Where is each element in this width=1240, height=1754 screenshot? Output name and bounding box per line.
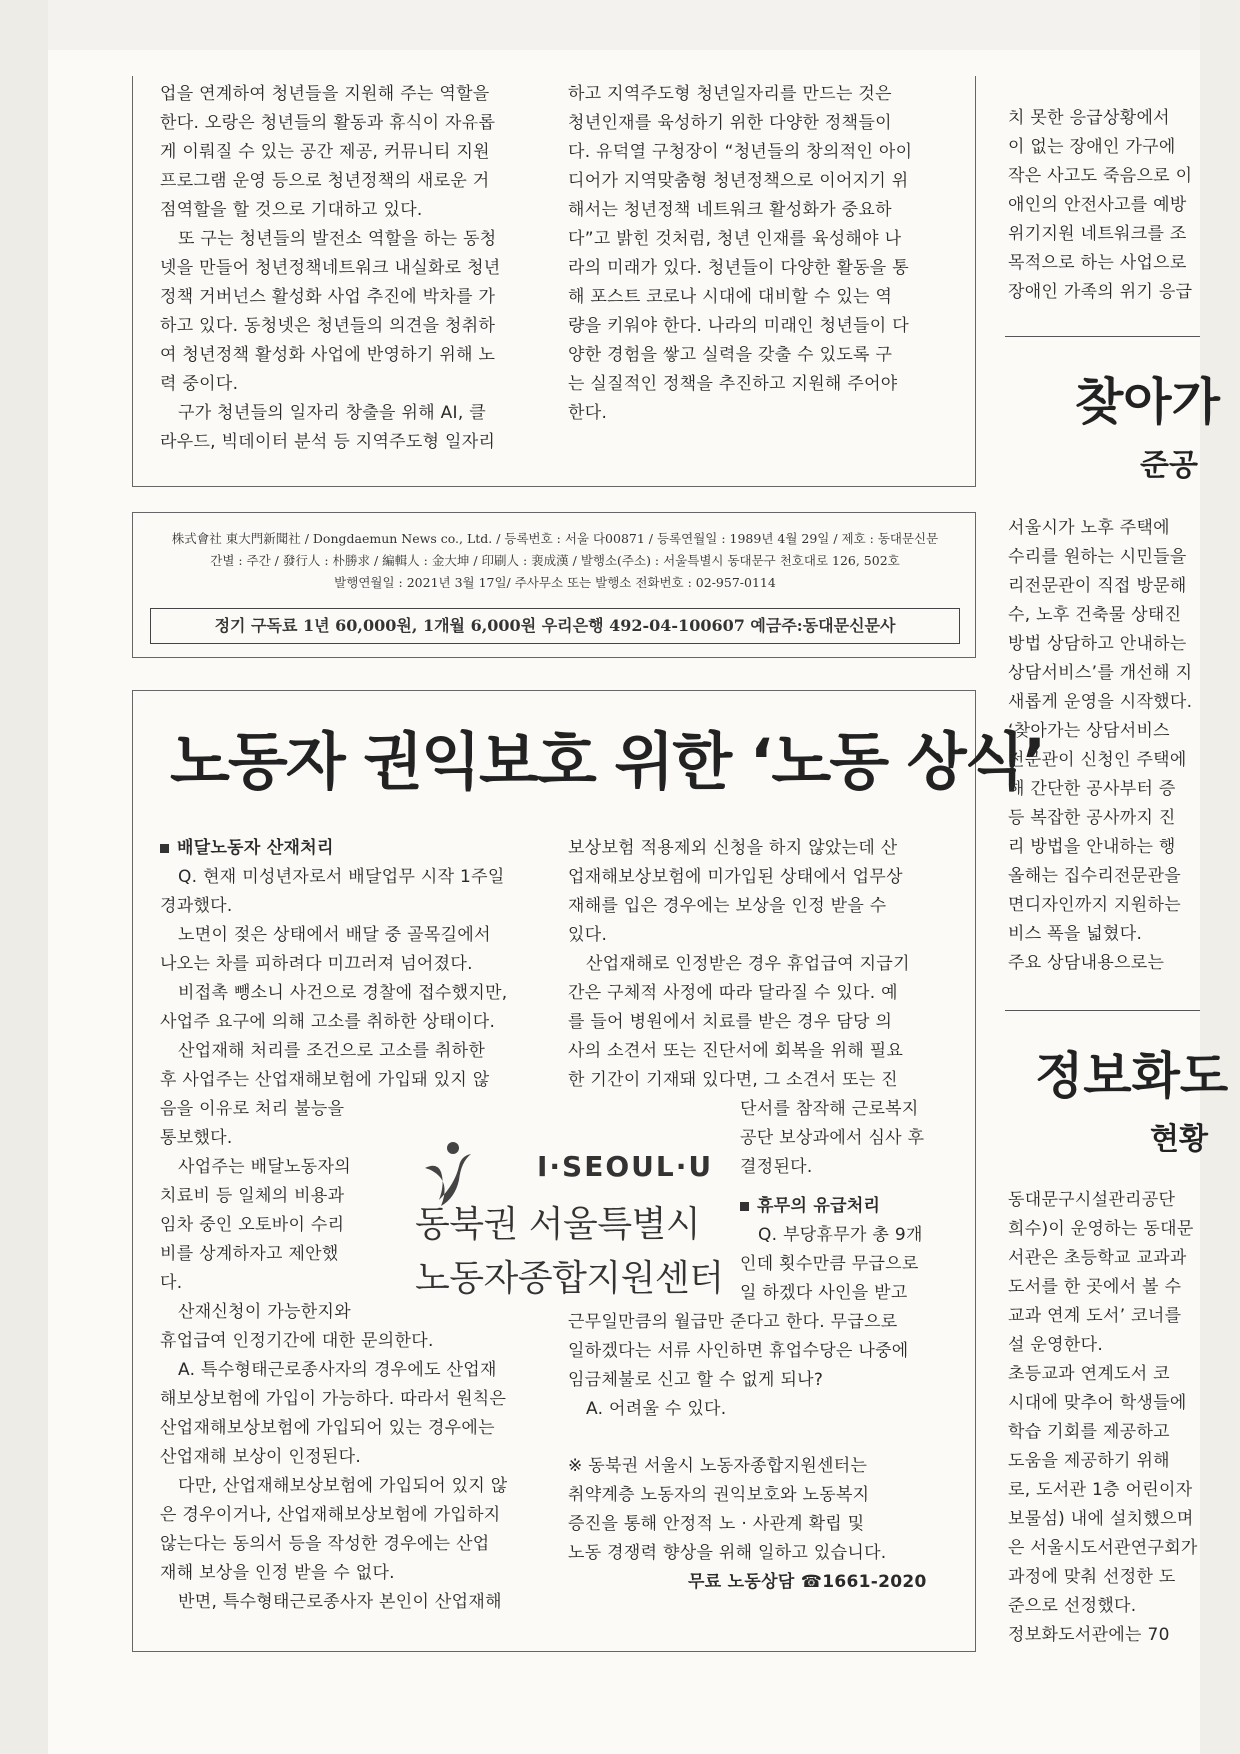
- text-line: ‘찾아가는 상담서비스: [1008, 721, 1170, 741]
- text-line: 력 중이다.: [160, 374, 239, 394]
- text-line: 해 간단한 공사부터 증: [1008, 779, 1176, 799]
- text-line: 산업재해 처리를 조건으로 고소를 취하한: [178, 1041, 486, 1061]
- right-subhead-1: 준공: [1140, 448, 1198, 483]
- text-line: 학습 기회를 제공하고: [1008, 1422, 1170, 1442]
- subscription-bar: 정기 구독료 1년 60,000원, 1개월 6,000원 우리은행 492-04-100607 예금주:동대문신문사: [150, 608, 960, 644]
- text-line: 일 하겠다 사인을 받고: [740, 1283, 908, 1303]
- right-headline-1: 찾아가: [1075, 373, 1220, 431]
- text-line: 임차 중인 오토바이 수리: [160, 1215, 345, 1235]
- text-line: 보물섬) 내에 설치했으며: [1008, 1509, 1194, 1529]
- text-line: 한 기간이 기재돼 있다면, 그 소견서 또는 진: [568, 1070, 898, 1090]
- text-line: 과정에 맞춰 선정한 도: [1008, 1567, 1176, 1587]
- text-line: 산업재해 보상이 인정된다.: [160, 1447, 362, 1467]
- text-line: 서관은 초등학교 교과과: [1008, 1248, 1187, 1268]
- logo-line-1: 동북권 서울특별시: [415, 1204, 701, 1245]
- right-subhead-2: 현황: [1150, 1122, 1208, 1157]
- seoul-labor-center-logo: [415, 1140, 724, 1305]
- text-line: 간은 구체적 사정에 따라 달라질 수 있다. 예: [568, 983, 898, 1003]
- text-line: 수, 노후 건축물 상태진: [1008, 605, 1182, 625]
- text-line: 반면, 특수형태근로종사자 본인이 산업재해: [178, 1592, 502, 1612]
- i-seoul-u-brand: I·SEOUL·U: [537, 1150, 714, 1183]
- text-line: 새롭게 운영을 시작했다.: [1008, 692, 1193, 712]
- text-line: 산업재해보상보험에 가입되어 있는 경우에는: [160, 1418, 495, 1438]
- text-line: 업을 연계하여 청년들을 지원해 주는 역할을: [160, 84, 490, 104]
- text-line: 를 들어 병원에서 치료를 받은 경우 담당 의: [568, 1012, 893, 1032]
- text-line: 올해는 집수리전문관을: [1008, 866, 1181, 886]
- text-line: 로, 도서관 1층 어린이자: [1008, 1480, 1193, 1500]
- text-line: A. 어려울 수 있다.: [586, 1399, 727, 1419]
- text-line: 시대에 맞추어 학생들에: [1008, 1393, 1187, 1413]
- top-article-column-2: [568, 80, 948, 428]
- text-line: 리 방법을 안내하는 행: [1008, 837, 1176, 857]
- text-line: 공단 보상과에서 심사 후: [740, 1128, 925, 1148]
- text-line: 수리를 원하는 시민들을: [1008, 547, 1187, 567]
- text-line: 후 사업주는 산업재해보험에 가입돼 있지 않: [160, 1070, 490, 1090]
- text-line: 리전문관이 직접 방문해: [1008, 576, 1187, 596]
- text-line: 보상보험 적용제외 신청을 하지 않았는데 산: [568, 838, 898, 858]
- text-line: 해서는 청년정책 네트워크 활성화가 중요하: [568, 200, 892, 220]
- right-column-rule-1: [1005, 336, 1200, 337]
- right-headline-2: 정보화도: [1035, 1047, 1229, 1105]
- text-line: 경과했다.: [160, 896, 233, 916]
- text-line: Q. 현재 미성년자로서 배달업무 시작 1주일: [178, 867, 505, 887]
- text-line: 애인의 안전사고를 예방: [1008, 195, 1187, 215]
- text-line: 주요 상담내용으로는: [1008, 953, 1165, 973]
- text-line: 다.: [160, 1273, 183, 1293]
- text-line: 사업주는 배달노동자의: [178, 1157, 351, 1177]
- text-line: 결정된다.: [740, 1157, 813, 1177]
- text-line: Q. 부당휴무가 총 9개: [758, 1225, 923, 1245]
- text-line: 여 청년정책 활성화 사업에 반영하기 위해 노: [160, 345, 496, 365]
- text-line: 하고 있다. 동청넷은 청년들의 의견을 청취하: [160, 316, 496, 336]
- text-line: 인데 횟수만큼 무급으로: [740, 1254, 919, 1274]
- text-line: 위기지원 네트워크를 조: [1008, 224, 1187, 244]
- text-line: 비를 상계하자고 제안했: [160, 1244, 339, 1264]
- text-line: 사의 소견서 또는 진단서에 회복을 위해 필요: [568, 1041, 904, 1061]
- text-line: 게 이뤄질 수 있는 공간 제공, 커뮤니티 지원: [160, 142, 490, 162]
- text-line: 한다. 오랑은 청년들의 활동과 휴식이 자유롭: [160, 113, 496, 133]
- text-line: 하고 지역주도형 청년일자리를 만드는 것은: [568, 84, 892, 104]
- text-line: 디어가 지역맞춤형 청년정책으로 이어지기 위: [568, 171, 909, 191]
- text-line: 장애인 가족의 위기 응급: [1008, 282, 1193, 302]
- text-line: 서울시가 노후 주택에: [1008, 518, 1170, 538]
- text-line: 치료비 등 일체의 비용과: [160, 1186, 345, 1206]
- center-notice: [568, 1452, 958, 1568]
- labor-article-headline: 노동자 권익보호 위한 ‘노동 상식’: [170, 725, 1045, 798]
- right-column-mid-text: [1008, 514, 1192, 978]
- text-line: 상담서비스’를 개선해 지: [1008, 663, 1193, 683]
- text-line: 취약계층 노동자의 권익보호와 노동복지: [568, 1485, 870, 1505]
- masthead-line-1: 株式會社 東大門新聞社 / Dongdaemun News co., Ltd. / 등록번호 : 서울 다00871 / 등록연월일 : 1989년 4월 29일 / 제호 : 동대문신문: [171, 531, 939, 546]
- hotline-text: 무료 노동상담 ☎1661-2020: [688, 1572, 927, 1592]
- text-line: ※ 동북권 서울시 노동자종합지원센터는: [568, 1456, 868, 1476]
- text-line: 다만, 산업재해보상보험에 가입되어 있지 않: [178, 1476, 508, 1496]
- text-line: 한다.: [568, 403, 608, 423]
- text-line: 목적으로 하는 사업으로: [1008, 253, 1187, 273]
- text-line: 은 서울시도서관연구회가: [1008, 1538, 1198, 1558]
- text-line: 치 못한 응급상황에서: [1008, 108, 1170, 128]
- right-column-bottom-text: [1008, 1186, 1198, 1650]
- section-heading-delivery: 배달노동자 산재처리: [160, 834, 550, 863]
- right-column-top-text: [1008, 104, 1192, 307]
- text-line: 비스 폭을 넓혔다.: [1008, 924, 1143, 944]
- text-line: 단서를 참작해 근로복지: [740, 1099, 919, 1119]
- text-line: 다”고 밝힌 것처럼, 청년 인재를 육성해야 나: [568, 229, 902, 249]
- logo-line-2: 노동자종합지원센터: [415, 1258, 724, 1299]
- text-line: 재해를 입은 경우에는 보상을 인정 받을 수: [568, 896, 887, 916]
- text-line: 노동 경쟁력 향상을 위해 일하고 있습니다.: [568, 1543, 887, 1563]
- text-line: 교과 연계 도서’ 코너를: [1008, 1306, 1182, 1326]
- top-article-column-1: [160, 80, 540, 457]
- text-line: 정책 거버넌스 활성화 사업 추진에 박차를 가: [160, 287, 496, 307]
- text-line: 설 운영한다.: [1008, 1335, 1104, 1355]
- text-line: 통보했다.: [160, 1128, 233, 1148]
- text-line: 사업주 요구에 의해 고소를 취하한 상태이다.: [160, 1012, 496, 1032]
- text-line: 는 실질적인 정책을 추진하고 지원해 주어야: [568, 374, 898, 394]
- text-line: 음을 이유로 처리 불능을: [160, 1099, 345, 1119]
- text-line: 동대문구시설관리공단: [1008, 1190, 1176, 1210]
- masthead-info: [140, 528, 970, 594]
- text-line: 근무일만큼의 월급만 준다고 한다. 무급으로: [568, 1312, 898, 1332]
- text-line: 해 포스트 코로나 시대에 대비할 수 있는 역: [568, 287, 893, 307]
- text-line: 해보상보험에 가입이 가능하다. 따라서 원칙은: [160, 1389, 507, 1409]
- text-line: 방법 상담하고 안내하는: [1008, 634, 1187, 654]
- scan-right-margin: [1200, 0, 1240, 1754]
- text-line: 양한 경험을 쌓고 실력을 갖출 수 있도록 구: [568, 345, 893, 365]
- masthead-line-2: 간별 : 주간 / 發行人 : 朴勝求 / 編輯人 : 金大坤 / 印刷人 : 裵成漢 / 발행소(주소) : 서울특별시 동대문구 천호대로 126, 502호: [210, 553, 900, 568]
- text-line: 면디자인까지 지원하는: [1008, 895, 1181, 915]
- section-heading-paid-leave: 휴무의 유급처리: [740, 1192, 958, 1221]
- text-line: 넷을 만들어 청년정책네트워크 내실화로 청년: [160, 258, 501, 278]
- scan-top-margin: [48, 0, 1228, 50]
- text-line: 도움을 제공하기 위해: [1008, 1451, 1170, 1471]
- text-line: 량을 키워야 한다. 나라의 미래인 청년들이 다: [568, 316, 909, 336]
- text-line: 있다.: [568, 925, 608, 945]
- text-line: 라의 미래가 있다. 청년들이 다양한 활동을 통: [568, 258, 909, 278]
- text-line: 임금체불로 신고 할 수 없게 되나?: [568, 1370, 824, 1390]
- text-line: 은 경우이거나, 산업재해보상보험에 가입하지: [160, 1505, 501, 1525]
- text-line: 구가 청년들의 일자리 창출을 위해 AI, 클: [178, 403, 486, 423]
- text-line: 재해 보상을 인정 받을 수 없다.: [160, 1563, 395, 1583]
- text-line: 증진을 통해 안정적 노 · 사관계 확립 및: [568, 1514, 865, 1534]
- text-line: 전문관이 신청인 주택에: [1008, 750, 1187, 770]
- square-bullet-icon: [740, 1202, 749, 1211]
- text-line: 도서를 한 곳에서 볼 수: [1008, 1277, 1182, 1297]
- scan-left-margin: [0, 0, 48, 1754]
- text-line: 산업재해로 인정받은 경우 휴업급여 지급기: [586, 954, 910, 974]
- text-line: 준으로 선정했다.: [1008, 1596, 1137, 1616]
- text-line: 청년인재를 육성하기 위한 다양한 정책들이: [568, 113, 892, 133]
- text-line: 휴업급여 인정기간에 대한 문의한다.: [160, 1331, 434, 1351]
- text-line: 또 구는 청년들의 발전소 역할을 하는 동청: [178, 229, 497, 249]
- text-line: 프로그램 운영 등으로 청년정책의 새로운 거: [160, 171, 490, 191]
- masthead-line-3: 발행연월일 : 2021년 3월 17일/ 주사무소 또는 발행소 전화번호 : 02-957-0114: [334, 575, 776, 590]
- text-line: 일하겠다는 서류 사인하면 휴업수당은 나중에: [568, 1341, 909, 1361]
- text-line: 이 없는 장애인 가구에: [1008, 137, 1176, 157]
- text-line: A. 특수형태근로종사자의 경우에도 산업재: [178, 1360, 497, 1380]
- text-line: 노면이 젖은 상태에서 배달 중 골목길에서: [178, 925, 491, 945]
- text-line: 초등교과 연계도서 코: [1008, 1364, 1170, 1384]
- text-line: 라우드, 빅데이터 분석 등 지역주도형 일자리: [160, 432, 496, 452]
- right-column-rule-2: [1005, 1010, 1200, 1011]
- text-line: 산재신청이 가능한지와: [178, 1302, 351, 1322]
- text-line: 비접촉 뺑소니 사건으로 경찰에 접수했지만,: [178, 983, 508, 1003]
- square-bullet-icon: [160, 844, 169, 853]
- text-line: 희수)이 운영하는 동대문: [1008, 1219, 1194, 1239]
- text-line: 않는다는 동의서 등을 작성한 경우에는 산업: [160, 1534, 490, 1554]
- text-line: 등 복잡한 공사까지 진: [1008, 808, 1176, 828]
- text-line: 점역할을 할 것으로 기대하고 있다.: [160, 200, 423, 220]
- text-line: 작은 사고도 죽음으로 이: [1008, 166, 1193, 186]
- text-line: 업재해보상보험에 미가입된 상태에서 업무상: [568, 867, 903, 887]
- text-line: 나오는 차를 피하려다 미끄러져 넘어졌다.: [160, 954, 473, 974]
- text-line: 정보화도서관에는 70: [1008, 1625, 1170, 1645]
- text-line: 다. 유덕열 구청장이 “청년들의 창의적인 아이: [568, 142, 913, 162]
